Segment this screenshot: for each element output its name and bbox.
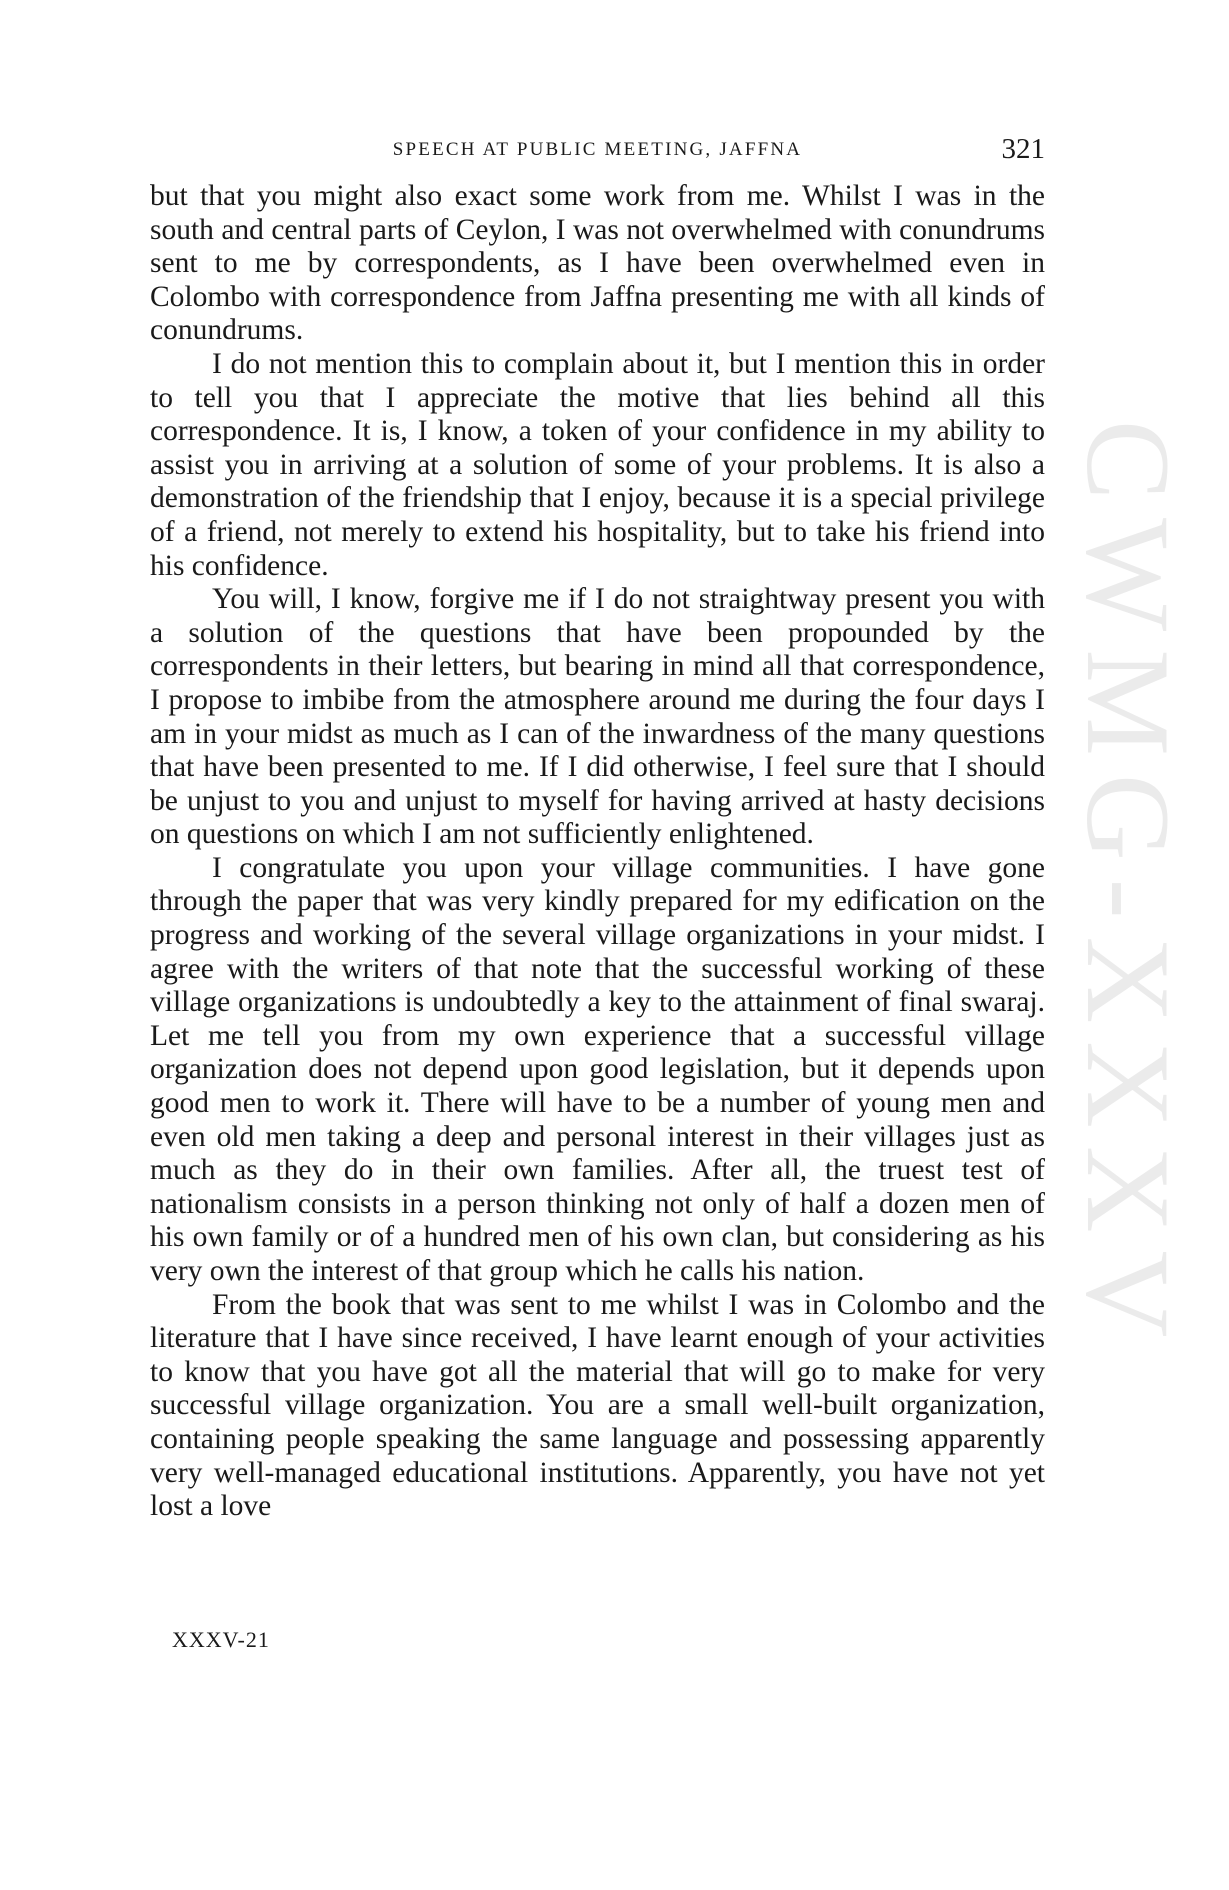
paragraph-3: You will, I know, forgive me if I do not straightway present you with a solution of the questions that have been propounded by the correspondents in their letters, but bearing in mind all that correspondence, I propose to imbibe from the atmosphere around me during the four days I am in your midst as much as I can of the inwardness of the many questions that have been presented to me. If I did otherwise, I feel sure that I should be unjust to you and unjust to myself for having arrived at hasty decisions on questions on which I am not sufficiently enlightened.	[150, 583, 1045, 851]
running-head	[150, 133, 1045, 173]
paragraph-1: but that you might also exact some work from me. Whilst I was in the south and central parts of Ceylon, I was not overwhelmed with conundrums sent to me by correspondents, as I have been overwhelmed even in Colombo with correspondence from Jaffna presenting me with all kinds of conundrums.	[150, 180, 1045, 347]
volume-folio: XXXV-21	[172, 1627, 270, 1652]
page-number: 321	[1001, 133, 1045, 165]
paragraph-2: I do not mention this to complain about it, but I mention this in order to tell you that I appreciate the motive that lies behind all this correspondence. It is, I know, a token of your confidence in my ability to assist you in arriving at a solution of some of your problems. It is also a demonstration of the friendship that I enjoy, because it is a special privilege of a friend, not merely to extend his hospitality, but to take his friend into his confidence.	[150, 347, 1045, 582]
watermark	[1060, 420, 1220, 1480]
paragraph-4: I congratulate you upon your village communities. I have gone through the paper that was very kindly prepared for my edification on the progress and working of the several village organizations in your midst. I agree with the writers of that note that the successful working of these village organizations is undoubtedly a key to the attainment of final swaraj. Let me tell you from my own experience that a successful village organization does not depend upon good legislation, but it depends upon good men to work it. There will have to be a number of young men and even old men taking a deep and personal interest in their villages just as much as they do in their own families. After all, the truest test of nationalism consists in a person thinking not only of half a dozen men of his own family or of a hundred men of his own clan, but considering as his very own the interest of that group which he calls his nation.	[150, 851, 1045, 1287]
text-column	[150, 180, 1045, 1524]
watermark-text: CWMG-XXXV	[1062, 420, 1195, 1356]
paragraph-5: From the book that was sent to me whilst I was in Colombo and the literature that I have since received, I have learnt enough of your activities to know that you have got all the material that will go to make for very successful village organization. You are a small well-built organization, containing people speaking the same language and possessing apparently very well-managed educational institutions. Apparently, you have not yet lost a love	[150, 1288, 1045, 1523]
running-title: SPEECH AT PUBLIC MEETING, JAFFNA	[392, 139, 803, 160]
watermark-graphic	[1060, 420, 1220, 1480]
